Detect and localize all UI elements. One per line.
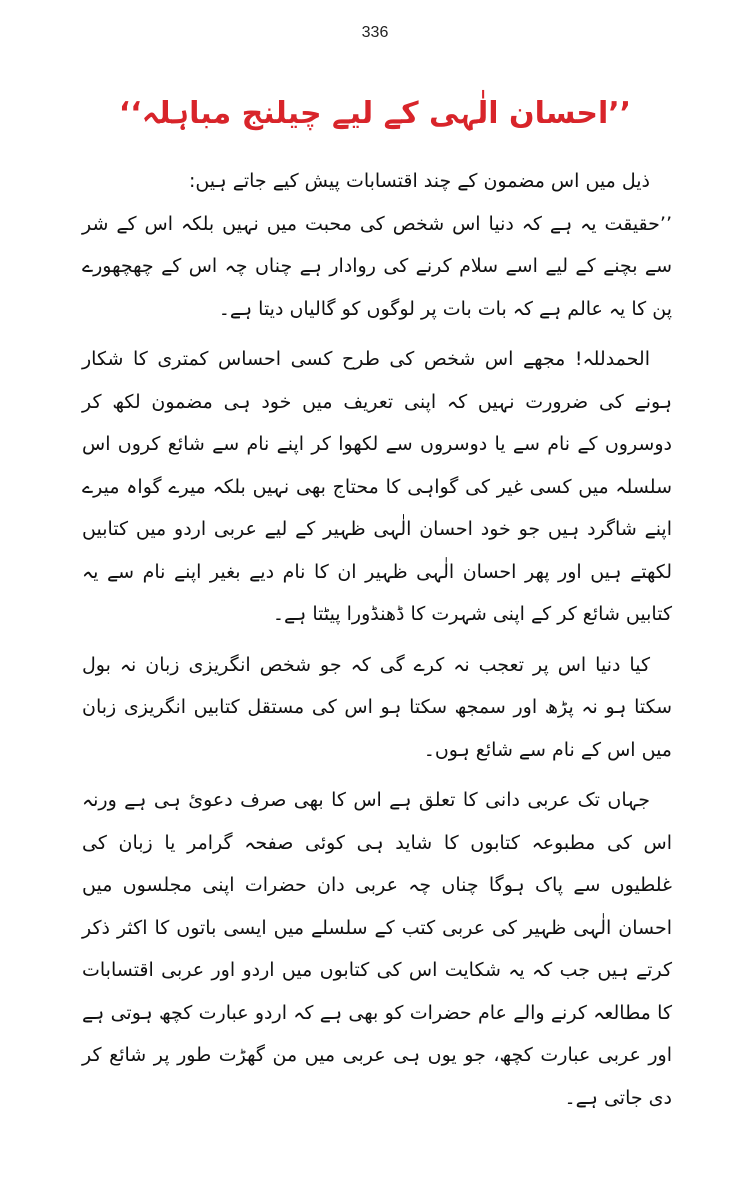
quote-paragraph-3: کیا دنیا اس پر تعجب نہ کرے گی کہ جو شخص انگریزی زبان نہ بول سکتا ہو نہ پڑھ اور سمجھ سکتا ہو اس کی مستقل کتابیں انگریزی زبان میں اس کے نام سے شائع ہوں۔ <box>82 653 672 761</box>
page-number: 336 <box>361 24 389 41</box>
intro-paragraph: ذیل میں اس مضمون کے چند اقتسابات پیش کیے جاتے ہیں: <box>188 170 650 192</box>
page-title: ’’احسان الٰہی کے لیے چیلنج مباہلہ‘‘ <box>118 96 632 131</box>
body-text <box>82 160 672 1119</box>
quote-paragraph-2: الحمدللہ! مجھے اس شخص کی طرح کسی احساس کمتری کا شکار ہونے کی ضرورت نہیں کہ اپنی تعریف میں خود ہی مضمون لکھ کر دوسروں کے نام سے یا دوسروں سے لکھوا کر اپنے نام سے شائع کروں اس سلسلہ میں کسی غیر کی گواہی کا محتاج بھی نہیں بلکہ میرے گواہ میرے اپنے شاگرد ہیں جو خود احسان الٰہی ظہیر کے لیے عربی اردو میں کتابیں لکھتے ہیں اور پھر احسان الٰہی ظہیر ان کا نام دیے بغیر اپنے نام سے یہ کتابیں شائع کر کے اپنی شہرت کا ڈھنڈورا پیٹتا ہے۔ <box>82 348 672 625</box>
quote-paragraph-1: ’’حقیقت یہ ہے کہ دنیا اس شخص کی محبت میں نہیں بلکہ اس کے شر سے بچنے کے لیے اسے سلام کرنے کی روادار ہے چناں چہ اس کے چھچھورے پن کا یہ عالم ہے کہ بات بات پر لوگوں کو گالیاں دیتا ہے۔ <box>82 212 672 320</box>
quote-paragraph-4: جہاں تک عربی دانی کا تعلق ہے اس کا بھی صرف دعوئ ہی ہے ورنہ اس کی مطبوعہ کتابوں کا شاید ہی کوئی صفحہ گرامر یا زبان کی غلطیوں سے پاک ہوگا چناں چہ عربی دان حضرات اپنی مجلسوں میں احسان الٰہی ظہیر کی عربی کتب کے سلسلے میں ایسی باتوں کا اکثر ذکر کرتے ہیں جب کہ یہ شکایت اس کی کتابوں میں اردو اور عربی اقتسابات کا مطالعہ کرنے والے عام حضرات کو بھی ہے کہ اردو عبارت کچھ ہوتی ہے اور عربی عبارت کچھ، جو یوں ہی عربی میں من گھڑت طور پر شائع کر دی جاتی ہے۔ <box>82 789 672 1109</box>
